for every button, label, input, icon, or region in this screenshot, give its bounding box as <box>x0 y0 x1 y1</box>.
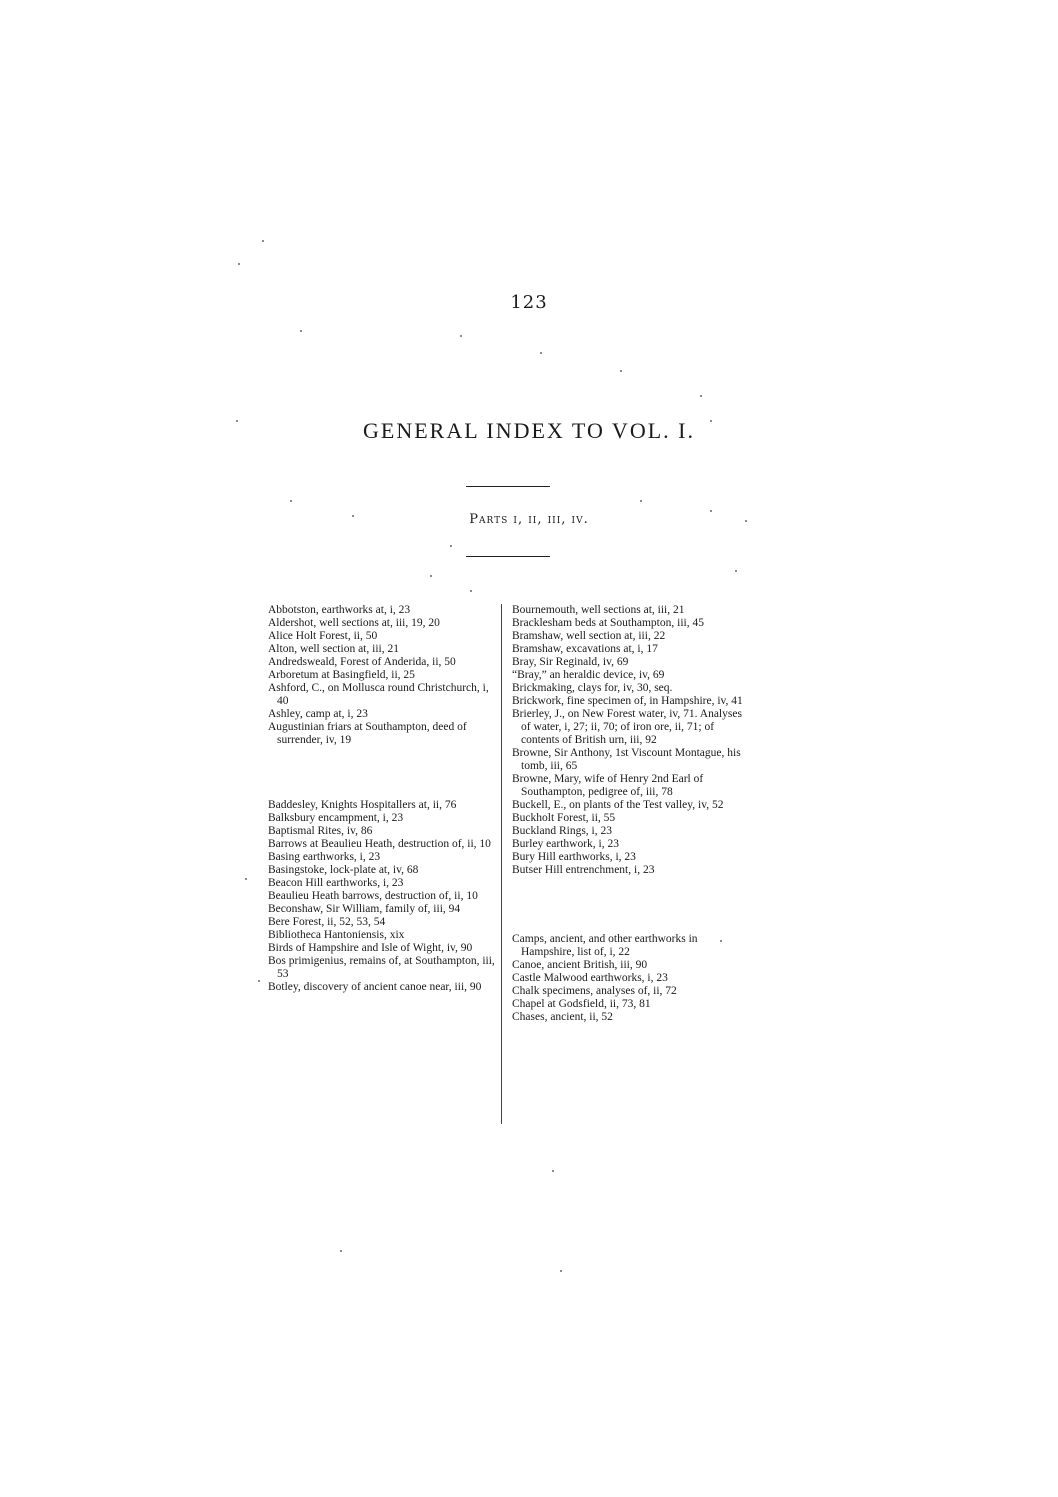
parts-subtitle: Parts i, ii, iii, iv. <box>469 512 589 527</box>
index-entry: Arboretum at Basingfield, ii, 25 <box>268 669 415 681</box>
index-entry: Abbotston, earthworks at, i, 23 <box>268 604 411 616</box>
index-entry: Bramshaw, well section at, iii, 22 <box>512 630 666 642</box>
index-entry: Chalk specimens, analyses of, ii, 72 <box>512 985 677 997</box>
index-entry: Brickmaking, clays for, iv, 30, seq. <box>512 682 673 694</box>
scan-speck <box>430 575 432 577</box>
scan-speck <box>620 370 622 372</box>
index-entry: Basing earthworks, i, 23 <box>268 851 381 863</box>
scan-speck <box>460 335 462 337</box>
index-group-b-entries <box>512 604 744 877</box>
index-entry: Bray, Sir Reginald, iv, 69 <box>512 656 629 668</box>
index-group-c-entries <box>512 933 744 1024</box>
scan-speck <box>450 545 452 547</box>
index-entry: Bos primigenius, remains of, at Southampton, iii, 53 <box>268 955 495 980</box>
index-entry: Ashley, camp at, i, 23 <box>268 708 368 720</box>
index-entry: Chapel at Godsfield, ii, 73, 81 <box>512 998 651 1010</box>
scan-speck <box>238 263 240 265</box>
index-group-a <box>268 604 500 747</box>
index-entry: Chases, ancient, ii, 52 <box>512 1011 613 1023</box>
scan-speck <box>700 395 702 397</box>
index-entry: Camps, ancient, and other earthworks in Hampshire, list of, i, 22 <box>512 933 698 958</box>
index-entry: Alton, well section at, iii, 21 <box>268 643 399 655</box>
scan-speck <box>340 1250 342 1252</box>
scan-speck <box>745 520 747 522</box>
index-entry: Brierley, J., on New Forest water, iv, 71. Analyses of water, i, 27; ii, 70; of iron ore, ii, 71; of contents of British urn, iii, 92 <box>512 708 742 746</box>
index-entry: Bere Forest, ii, 52, 53, 54 <box>268 916 386 928</box>
index-entry: Bramshaw, excavations at, i, 17 <box>512 643 658 655</box>
index-entry: Buckholt Forest, ii, 55 <box>512 812 616 824</box>
index-entry: Aldershot, well sections at, iii, 19, 20 <box>268 617 440 629</box>
index-column-left <box>268 604 500 994</box>
scan-speck <box>540 352 542 354</box>
title-rule-bottom <box>466 556 550 557</box>
scan-speck <box>735 570 737 572</box>
scan-speck <box>720 940 722 942</box>
index-entry: Baptismal Rites, iv, 86 <box>268 825 373 837</box>
index-entry: Canoe, ancient British, iii, 90 <box>512 959 648 971</box>
title-rule-top <box>466 486 550 487</box>
index-entry: Beaulieu Heath barrows, destruction of, ii, 10 <box>268 890 478 902</box>
index-entry: “Bray,” an heraldic device, iv, 69 <box>512 669 665 681</box>
group-spacer <box>268 747 500 799</box>
index-entry: Buckell, E., on plants of the Test valley, iv, 52 <box>512 799 724 811</box>
index-entry: Butser Hill entrenchment, i, 23 <box>512 864 655 876</box>
scan-speck <box>710 420 712 422</box>
index-entry: Botley, discovery of ancient canoe near, iii, 90 <box>268 981 482 993</box>
index-entry: Bury Hill earthworks, i, 23 <box>512 851 636 863</box>
index-entry: Bracklesham beds at Southampton, iii, 45 <box>512 617 704 629</box>
index-entry: Bournemouth, well sections at, iii, 21 <box>512 604 685 616</box>
index-entry: Augustinian friars at Southampton, deed of surrender, iv, 19 <box>268 721 467 746</box>
index-entry: Alice Holt Forest, ii, 50 <box>268 630 378 642</box>
index-entry: Birds of Hampshire and Isle of Wight, iv, 90 <box>268 942 473 954</box>
index-entry: Castle Malwood earthworks, i, 23 <box>512 972 668 984</box>
index-entry: Barrows at Beaulieu Heath, destruction of, ii, 10 <box>268 838 491 850</box>
index-entry: Baddesley, Knights Hospitallers at, ii, 76 <box>268 799 457 811</box>
scan-speck <box>290 500 292 502</box>
scan-speck <box>552 1170 554 1172</box>
index-entry: Balksbury encampment, i, 23 <box>268 812 404 824</box>
page-number: 123 <box>510 292 548 313</box>
scan-speck <box>710 510 712 512</box>
index-group-b <box>268 799 500 994</box>
index-entry: Buckland Rings, i, 23 <box>512 825 612 837</box>
index-entry: Bibliotheca Hantoniensis, xix <box>268 929 405 941</box>
scan-speck <box>236 420 238 422</box>
scan-speck <box>258 980 260 982</box>
index-entry: Browne, Mary, wife of Henry 2nd Earl of Southampton, pedigree of, iii, 78 <box>512 773 704 798</box>
index-entry: Beacon Hill earthworks, i, 23 <box>268 877 404 889</box>
index-entry: Andredsweald, Forest of Anderida, ii, 50 <box>268 656 456 668</box>
index-entry: Burley earthwork, i, 23 <box>512 838 619 850</box>
scan-speck <box>245 878 247 880</box>
scan-speck <box>560 1270 562 1272</box>
scan-speck <box>470 590 472 592</box>
index-entry: Browne, Sir Anthony, 1st Viscount Montague, his tomb, iii, 65 <box>512 747 741 772</box>
scan-speck <box>352 515 354 517</box>
scan-speck <box>262 240 264 242</box>
scan-speck <box>300 330 302 332</box>
column-divider <box>501 604 502 1124</box>
index-entry: Beconshaw, Sir William, family of, iii, 94 <box>268 903 461 915</box>
index-entry: Ashford, C., on Mollusca round Christchurch, i, 40 <box>268 682 489 707</box>
group-spacer <box>512 877 744 933</box>
index-column-right <box>512 604 744 1024</box>
scan-speck <box>640 500 642 502</box>
index-entry: Brickwork, fine specimen of, in Hampshire, iv, 41 <box>512 695 743 707</box>
page-title: GENERAL INDEX TO VOL. I. <box>363 418 695 443</box>
index-entry: Basingstoke, lock-plate at, iv, 68 <box>268 864 419 876</box>
